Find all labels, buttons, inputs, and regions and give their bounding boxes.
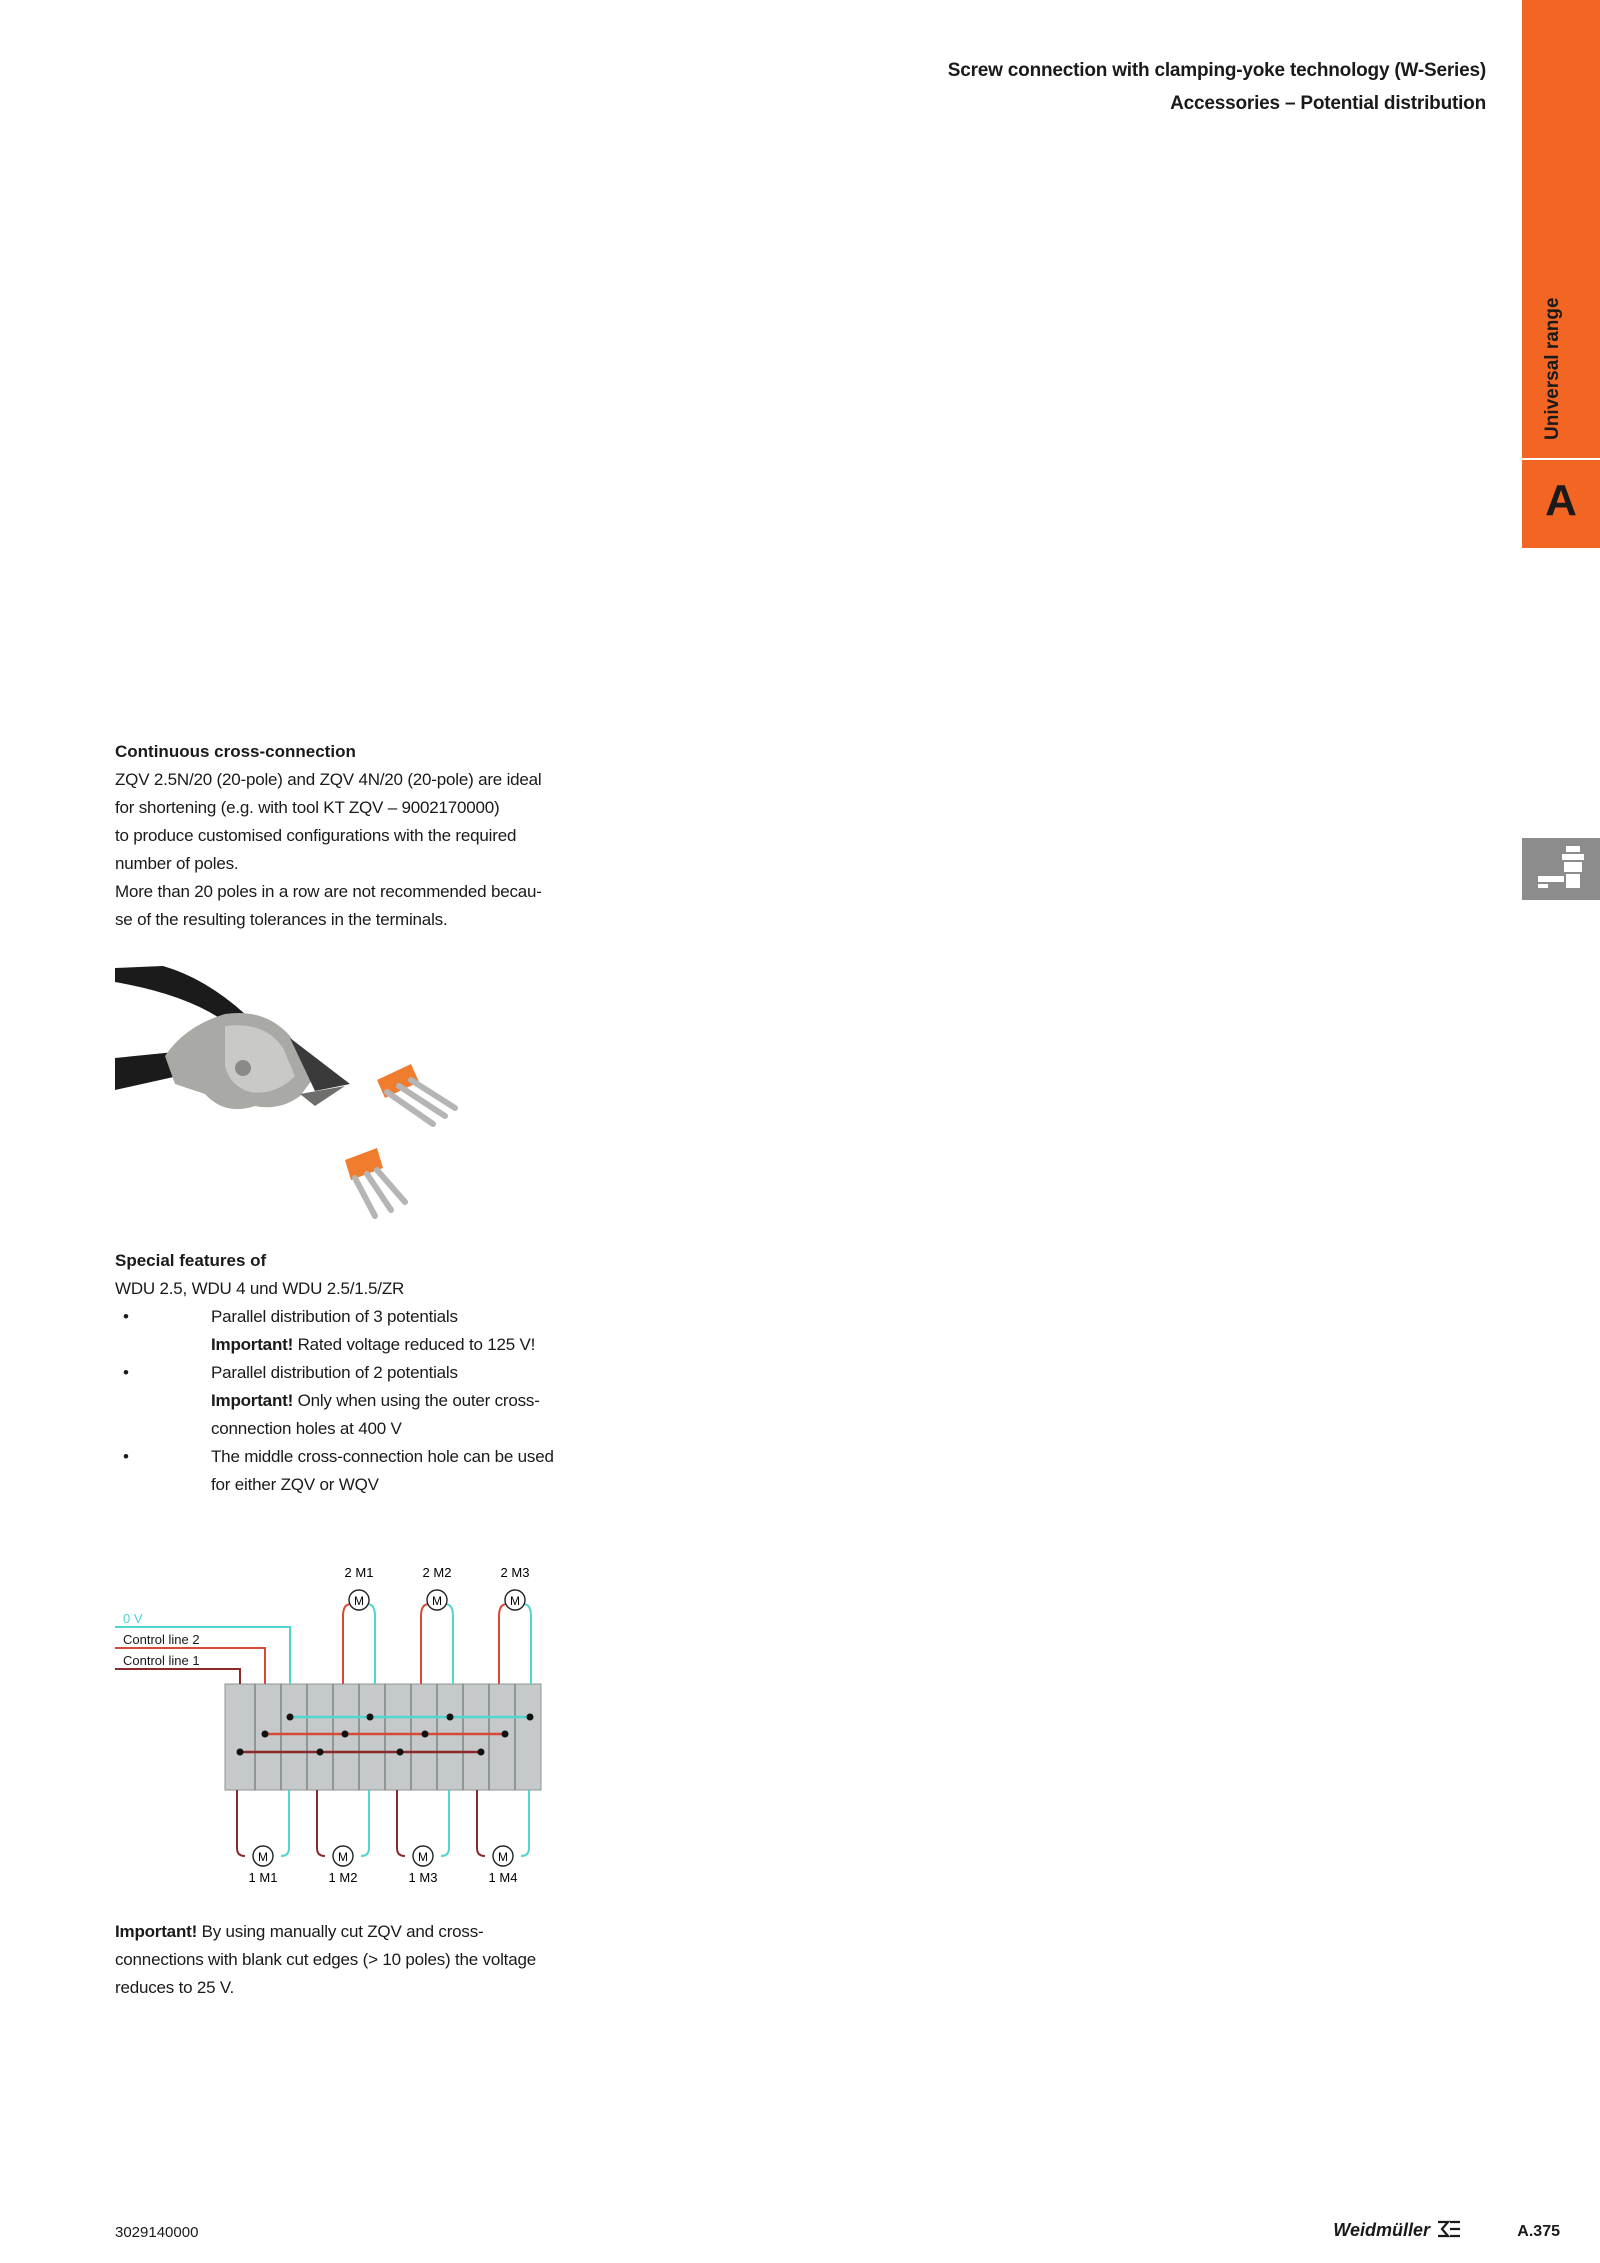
section-title: Special features of [115,1251,267,1270]
text-line: se of the resulting tolerances in the terminals. [115,910,448,929]
text-line: ZQV 2.5N/20 (20-pole) and ZQV 4N/20 (20-pole) are ideal [115,770,542,789]
motor-label: 2 M1 [344,1565,374,1580]
section-subtitle: WDU 2.5, WDU 4 und WDU 2.5/1.5/ZR [115,1279,405,1298]
bullet-icon: • [123,1363,129,1382]
line-label-control-2: Control line 2 [123,1632,200,1647]
document-number: 3029140000 [115,2224,199,2241]
motor-label: 2 M3 [500,1565,530,1580]
tab-divider [1522,458,1600,460]
page-number: A.375 [1517,2223,1560,2240]
feature-list [115,1303,555,1499]
list-item [115,1443,555,1499]
continuous-cross-connection-section [115,738,555,934]
bullet-text: Parallel distribution of 2 potentials [211,1363,458,1382]
header-title: Screw connection with clamping-yoke technology (W-Series) [947,60,1486,81]
motor-symbol: M [418,1850,428,1864]
line-label-control-1: Control line 1 [123,1653,200,1668]
header-subtitle: Accessories – Potential distribution [1170,93,1486,114]
motor-symbol: M [510,1594,520,1608]
bullet-icon: • [123,1447,129,1466]
motor-label: 2 M2 [422,1565,452,1580]
motor-symbol: M [432,1594,442,1608]
text-line: for shortening (e.g. with tool KT ZQV – 9002170000) [115,798,500,817]
important-line: Important! By using manually cut ZQV and cross- [115,1922,484,1941]
list-item [115,1359,555,1443]
top-motor-3 [499,1565,531,1684]
motor-label: 1 M1 [248,1870,278,1885]
chapter-letter: A [1545,476,1577,525]
motor-symbol: M [258,1850,268,1864]
top-motor-1 [343,1565,375,1684]
text-line: number of poles. [115,854,239,873]
weidmuller-logo-icon [1436,2218,1462,2240]
motor-label: 1 M2 [328,1870,358,1885]
wiring-diagram [115,1556,545,1891]
motor-symbol: M [498,1850,508,1864]
bullet-icon: • [123,1307,129,1326]
bottom-motor-2 [317,1790,369,1885]
chapter-label: Universal range [1542,297,1563,440]
important-line: reduces to 25 V. [115,1978,235,1997]
motor-label: 1 M3 [408,1870,438,1885]
page-header [948,54,1486,120]
motor-symbol: M [354,1594,364,1608]
terminal-block-icon[interactable] [1522,838,1600,900]
line-label-0v: 0 V [123,1611,143,1626]
text-line: More than 20 poles in a row are not recommended becau- [115,882,542,901]
list-item [115,1303,555,1359]
bullet-note: Important! Only when using the outer cross- [211,1391,540,1410]
top-motor-2 [421,1565,453,1684]
important-note [115,1918,555,2002]
brand-name: Weidmüller [1333,2220,1430,2240]
motor-label: 1 M4 [488,1870,518,1885]
bottom-motor-3 [397,1790,449,1885]
bullet-text: The middle cross-connection hole can be used [211,1447,554,1466]
cutting-tool-photo [115,966,477,1224]
bullet-note-cont: connection holes at 400 V [211,1419,402,1438]
bottom-motor-1 [237,1790,289,1885]
bullet-note: Important! Rated voltage reduced to 125 V! [211,1335,536,1354]
motor-symbol: M [338,1850,348,1864]
bullet-text: Parallel distribution of 3 potentials [211,1307,458,1326]
bullet-text-cont: for either ZQV or WQV [211,1475,379,1494]
bottom-motor-4 [477,1790,529,1885]
chapter-tab[interactable] [1522,0,1600,548]
important-line: connections with blank cut edges (> 10 poles) the voltage [115,1950,536,1969]
text-line: to produce customised configurations with the required [115,826,517,845]
special-features-section [115,1247,555,1499]
section-title: Continuous cross-connection [115,742,356,761]
